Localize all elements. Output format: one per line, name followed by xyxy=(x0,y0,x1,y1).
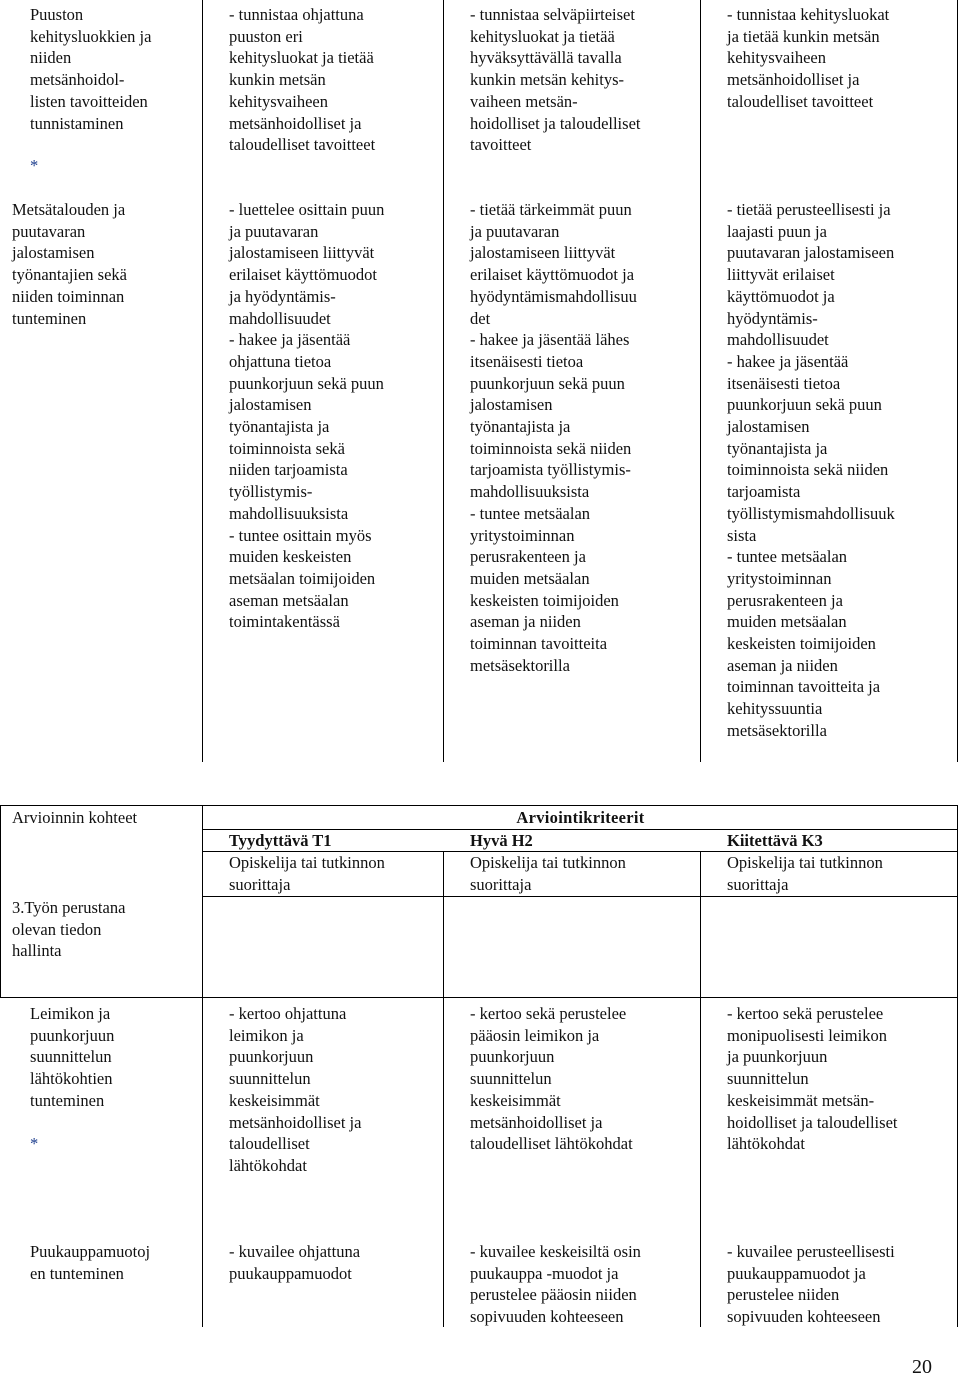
grade-t1-heading: Tyydyttävä T1 xyxy=(229,831,332,850)
subject-k3: Opiskelija tai tutkinnon suorittaja xyxy=(727,853,883,894)
core-criterion-asterisk: * xyxy=(30,156,39,175)
h2-criteria-text: - tietää tärkeimmät puun ja puutavaran jalostamiseen liittyvät erilaiset käyttömuodot ja hyödyntämismahdollisuu det - hakee ja jäsentää lähes itsenäisesti tietoa puunkorjuun sekä puun jalostamisen työnantajista ja toiminnoista sekä niiden tarjoamista työllistymis- mahdollisuuksista - tuntee metsäalan yritystoiminnan perusrakenteen ja muiden metsäalan keskeisten toimijoiden aseman ja niiden toiminnan tavoitteita metsäsektorilla xyxy=(470,200,637,675)
h2-criteria-text: - kertoo sekä perustelee pääosin leimikon ja puunkorjuun suunnittelun keskeisimmät metsänhoidolliset ja taloudelliset lähtökohdat xyxy=(470,1004,633,1154)
table-top-rule-col2 xyxy=(443,0,444,762)
k3-criteria-text: - tietää perusteellisesti ja laajasti puun ja puutavaran jalostamiseen liittyvät erilaiset käyttömuodot ja hyödyntämis- mahdollisuudet - hakee ja jäsentää itsenäisesti tietoa puunkorjuun sekä puun jalostamisen työnantajista ja toiminnoista sekä niiden tarjoamista työllistymismahdollisuuk sista - tuntee metsäalan yritystoiminnan perusrakenteen ja muiden metsäalan keskeisten toimijoiden aseman ja niiden toiminnan tavoitteita ja kehityssuuntia metsäsektorilla xyxy=(727,200,895,740)
t1-criteria-text: - kuvailee ohjattuna puukauppamuodot xyxy=(229,1242,361,1283)
subject-h2: Opiskelija tai tutkinnon suorittaja xyxy=(470,853,626,894)
table-top-rule-col3 xyxy=(700,0,701,762)
table-bottom-rule-top xyxy=(0,805,958,806)
table-bottom-rule-right xyxy=(957,805,958,1327)
k3-criteria-text: - tunnistaa kehitysluokat ja tietää kunkin metsän kehitysvaiheen metsänhoidolliset ja taloudelliset tavoitteet xyxy=(727,5,890,111)
table-bottom-rule-col1 xyxy=(202,805,203,1327)
section-title: 3.Työn perustana olevan tiedon hallinta xyxy=(12,898,126,961)
table-bottom-rule-left xyxy=(0,805,1,998)
table-bottom-rule-col2 xyxy=(443,851,444,1327)
grade-k3-heading: Kiitettävä K3 xyxy=(727,831,823,850)
table-bottom-rule-subject xyxy=(202,896,958,897)
table-top-rule-col1 xyxy=(202,0,203,762)
h2-criteria-text: - kuvailee keskeisiltä osin puukauppa -muodot ja perustelee pääosin niiden sopivuuden kohteeseen xyxy=(470,1242,641,1327)
criterion-label: Puukauppamuotoj en tunteminen xyxy=(30,1242,151,1283)
k3-criteria-text: - kuvailee perusteellisesti puukauppamuodot ja perustelee niiden sopivuuden kohteeseen xyxy=(727,1242,895,1327)
criterion-label: Puuston kehitysluokkien ja niiden metsänhoidol- listen tavoitteiden tunnistaminen xyxy=(30,5,152,133)
assessment-targets-heading: Arvioinnin kohteet xyxy=(12,808,138,827)
criterion-label: Leimikon ja puunkorjuun suunnittelun lähtökohtien tunteminen xyxy=(30,1004,115,1110)
page-number: 20 xyxy=(912,1356,932,1378)
t1-criteria-text: - tunnistaa ohjattuna puuston eri kehitysluokat ja tietää kunkin metsän kehitysvaiheen metsänhoidolliset ja taloudelliset tavoitteet xyxy=(229,5,376,155)
criterion-label: Metsätalouden ja puutavaran jalostamisen työnantajien sekä niiden toiminnan tunteminen xyxy=(12,200,128,328)
core-criterion-asterisk: * xyxy=(30,1134,39,1153)
grade-h2-heading: Hyvä H2 xyxy=(470,831,533,850)
subject-t1: Opiskelija tai tutkinnon suorittaja xyxy=(229,853,385,894)
table-top-rule-right xyxy=(957,0,958,762)
table-bottom-rule-col3 xyxy=(700,851,701,1327)
table-bottom-rule-header-end xyxy=(0,997,958,998)
t1-criteria-text: - kertoo ohjattuna leimikon ja puunkorjuun suunnittelun keskeisimmät metsänhoidolliset ja taloudelliset lähtökohdat xyxy=(229,1004,362,1175)
h2-criteria-text: - tunnistaa selväpiirteiset kehitysluokat ja tietää hyväksyttävällä tavalla kunkin metsän kehitys- vaiheen metsän- hoidolliset ja taloudelliset tavoitteet xyxy=(470,5,641,155)
t1-criteria-text: - luettelee osittain puun ja puutavaran jalostamiseen liittyvät erilaiset käyttömuodot ja hyödyntämis- mahdollisuudet - hakee ja jäsentää ohjattuna tietoa puunkorjuun sekä puun jalostamisen työnantajista ja toiminnoista sekä niiden tarjoamista työllistymis- mahdollisuuksista - tuntee osittain myös muiden keskeisten metsäalan toimijoiden aseman metsäalan toimintakentässä xyxy=(229,200,385,632)
assessment-criteria-heading: Arviointikriteerit xyxy=(516,808,645,827)
k3-criteria-text: - kertoo sekä perustelee monipuolisesti leimikon ja puunkorjuun suunnittelun keskeisimmät metsän- hoidolliset ja taloudelliset lähtökohdat xyxy=(727,1004,898,1154)
